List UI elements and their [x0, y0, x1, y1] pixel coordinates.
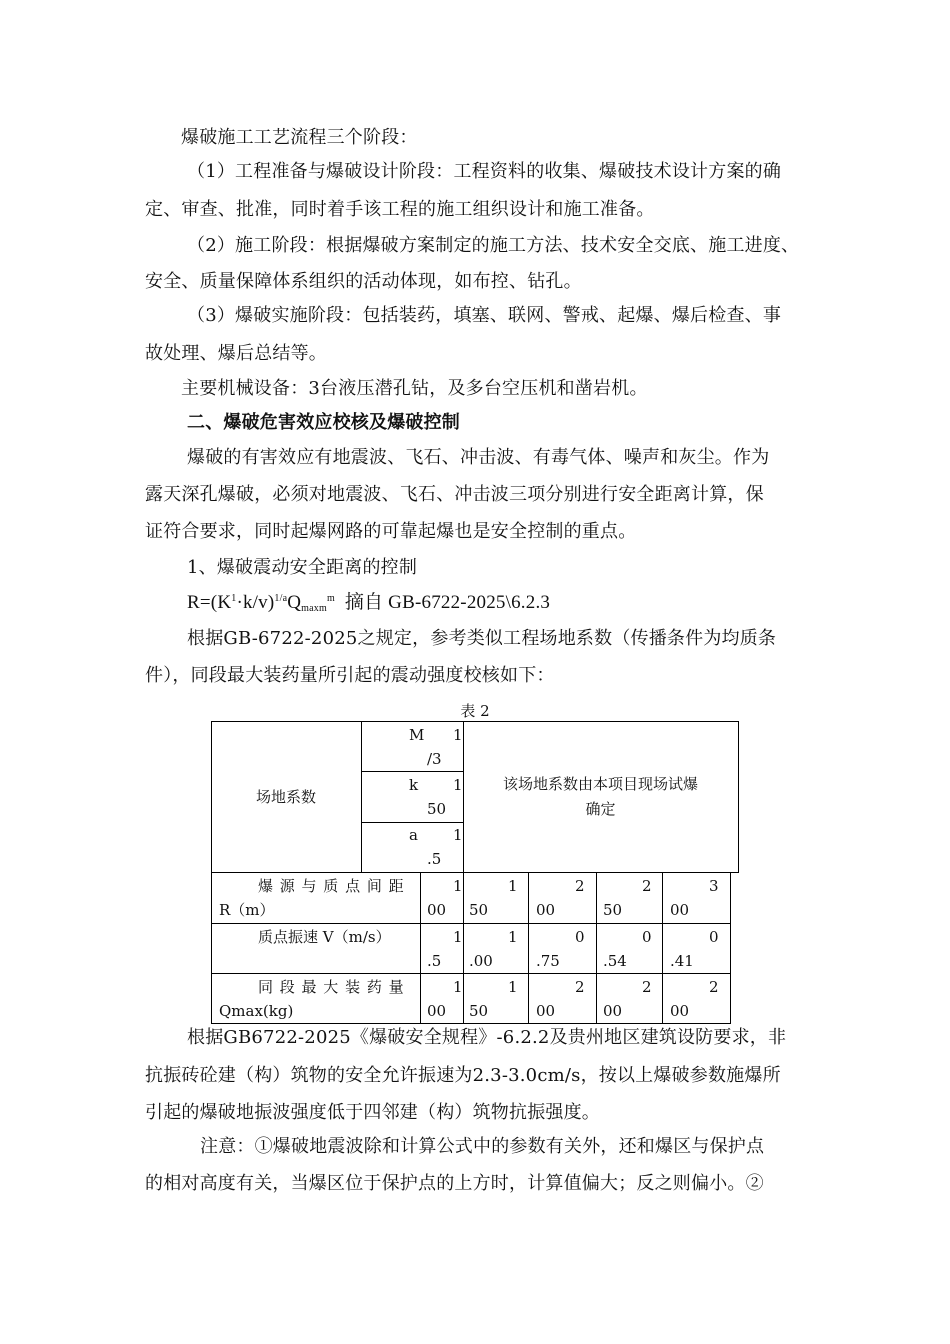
cell-r2-c1-bottom: 50 [469, 1002, 489, 1020]
param-value-k-1: 1 [453, 776, 463, 794]
paragraph-stage2-line2: 安全、质量保障体系组织的活动体现，如布控、钻孔。 [145, 271, 582, 292]
vibration-formula [187, 591, 550, 615]
cell-r1-c1-bottom: .00 [469, 952, 493, 970]
cell-r1-c2-top: 0 [575, 928, 585, 946]
formula-q: Q [287, 592, 302, 613]
param-value-a-2: .5 [427, 850, 442, 868]
paragraph-effects-line1: 爆破的有害效应有地震波、飞石、冲击波、有毒气体、噪声和灰尘。作为 [187, 447, 770, 468]
cell-r0-c2-bottom: 00 [536, 901, 556, 919]
formula-sub-maxm: maxm [301, 603, 327, 614]
cell-r0-c0-top: 1 [453, 877, 463, 895]
param-name-m: M [409, 726, 425, 744]
site-note-line2: 确定 [585, 800, 616, 818]
paragraph-effects-line3: 证符合要求，同时起爆网路的可靠起爆也是安全控制的重点。 [145, 521, 637, 542]
formula-reference: 摘自 GB-6722-2025\6.2.3 [344, 592, 551, 613]
formula-mid: ·k/v) [236, 592, 275, 613]
paragraph-note-line1: 注意：①爆破地震波除和计算公式中的参数有关外，还和爆区与保护点 [200, 1136, 765, 1157]
param-value-m-1: 1 [453, 726, 463, 744]
cell-r0-c1-top: 1 [508, 877, 518, 895]
cell-r2-c4-top: 2 [709, 978, 719, 996]
formula-sup-1: 1 [231, 593, 237, 604]
cell-r0-c3-top: 2 [642, 877, 652, 895]
paragraph-note-line2: 的相对高度有关，当爆区位于保护点的上方时，计算值偏大；反之则偏小。② [145, 1173, 764, 1194]
site-note-line1: 该场地系数由本项目现场试爆 [502, 775, 698, 793]
paragraph-stage1-line1: （1）工程准备与爆破设计阶段：工程资料的收集、爆破技术设计方案的确 [187, 161, 782, 182]
cell-r0-c2-top: 2 [575, 877, 585, 895]
param-value-k-2: 50 [427, 800, 447, 818]
param-name-a: a [409, 826, 418, 844]
cell-r1-c4-bottom: .41 [670, 952, 694, 970]
paragraph-check-line2: 件），同段最大装药量所引起的震动强度校核如下： [145, 665, 555, 686]
cell-r2-c2-top: 2 [575, 978, 585, 996]
row-label-distance-1: 爆 源 与 质 点 间 距 [258, 877, 405, 895]
table-site-label: 场地系数 [255, 788, 316, 806]
cell-r1-c3-top: 0 [642, 928, 652, 946]
param-value-m-2: /3 [427, 750, 442, 768]
cell-r0-c3-bottom: 50 [603, 901, 623, 919]
cell-r1-c3-bottom: .54 [603, 952, 627, 970]
cell-r0-c4-top: 3 [709, 877, 719, 895]
paragraph-stage2-line1: （2）施工阶段：根据爆破方案制定的施工方法、技术安全交底、施工进度、 [187, 235, 800, 256]
cell-r1-c0-top: 1 [453, 928, 463, 946]
paragraph-standard-line1: 根据GB6722-2025《爆破安全规程》-6.2.2及贵州地区建筑设防要求，非 [187, 1027, 787, 1048]
section-heading-2: 二、爆破危害效应校核及爆破控制 [187, 412, 460, 433]
paragraph-standard-line3: 引起的爆破地振波强度低于四邻建（构）筑物抗振强度。 [145, 1102, 600, 1123]
cell-r0-c4-bottom: 00 [670, 901, 690, 919]
cell-r0-c1-bottom: 50 [469, 901, 489, 919]
paragraph-stage3-line2: 故处理、爆后总结等。 [145, 343, 327, 364]
cell-r1-c2-bottom: .75 [536, 952, 560, 970]
row-label-velocity-1: 质点振速 V（m/s） [258, 928, 391, 946]
param-value-a-1: 1 [453, 826, 463, 844]
table-caption: 表 2 [460, 702, 490, 720]
cell-r2-c1-top: 1 [508, 978, 518, 996]
param-name-k: k [409, 776, 419, 794]
cell-r1-c4-top: 0 [709, 928, 719, 946]
cell-r1-c1-top: 1 [508, 928, 518, 946]
formula-lhs: R=(K [187, 592, 232, 613]
formula-sup-m: m [326, 593, 335, 604]
cell-r2-c0-top: 1 [453, 978, 463, 996]
subheading-vibration-control: 1、爆破震动安全距离的控制 [187, 557, 418, 578]
cell-r2-c3-bottom: 00 [603, 1002, 623, 1020]
paragraph-equipment: 主要机械设备：3台液压潜孔钻，及多台空压机和凿岩机。 [181, 378, 648, 399]
cell-r2-c3-top: 2 [642, 978, 652, 996]
cell-r2-c4-bottom: 00 [670, 1002, 690, 1020]
formula-sup-exponent: 1/a [274, 593, 288, 604]
paragraph-stage1-line2: 定、审查、批准，同时着手该工程的施工组织设计和施工准备。 [145, 199, 655, 220]
paragraph-standard-line2: 抗振砖砼建（构）筑物的安全允许振速为2.3-3.0cm/s，按以上爆破参数施爆所 [145, 1065, 781, 1086]
cell-r1-c0-bottom: .5 [427, 952, 442, 970]
row-label-charge-2: Qmax(kg) [219, 1002, 294, 1020]
row-label-charge-1: 同 段 最 大 装 药 量 [258, 978, 405, 996]
cell-r2-c2-bottom: 00 [536, 1002, 556, 1020]
cell-r2-c0-bottom: 00 [427, 1002, 447, 1020]
cell-r0-c0-bottom: 00 [427, 901, 447, 919]
paragraph-process-intro: 爆破施工工艺流程三个阶段： [181, 127, 418, 148]
row-label-distance-2: R（m） [219, 901, 275, 919]
paragraph-stage3-line1: （3）爆破实施阶段：包括装药，填塞、联网、警戒、起爆、爆后检查、事 [187, 305, 782, 326]
paragraph-check-line1: 根据GB-6722-2025之规定，参考类似工程场地系数（传播条件为均质条 [187, 628, 777, 649]
paragraph-effects-line2: 露天深孔爆破，必须对地震波、飞石、冲击波三项分别进行安全距离计算，保 [145, 484, 764, 505]
